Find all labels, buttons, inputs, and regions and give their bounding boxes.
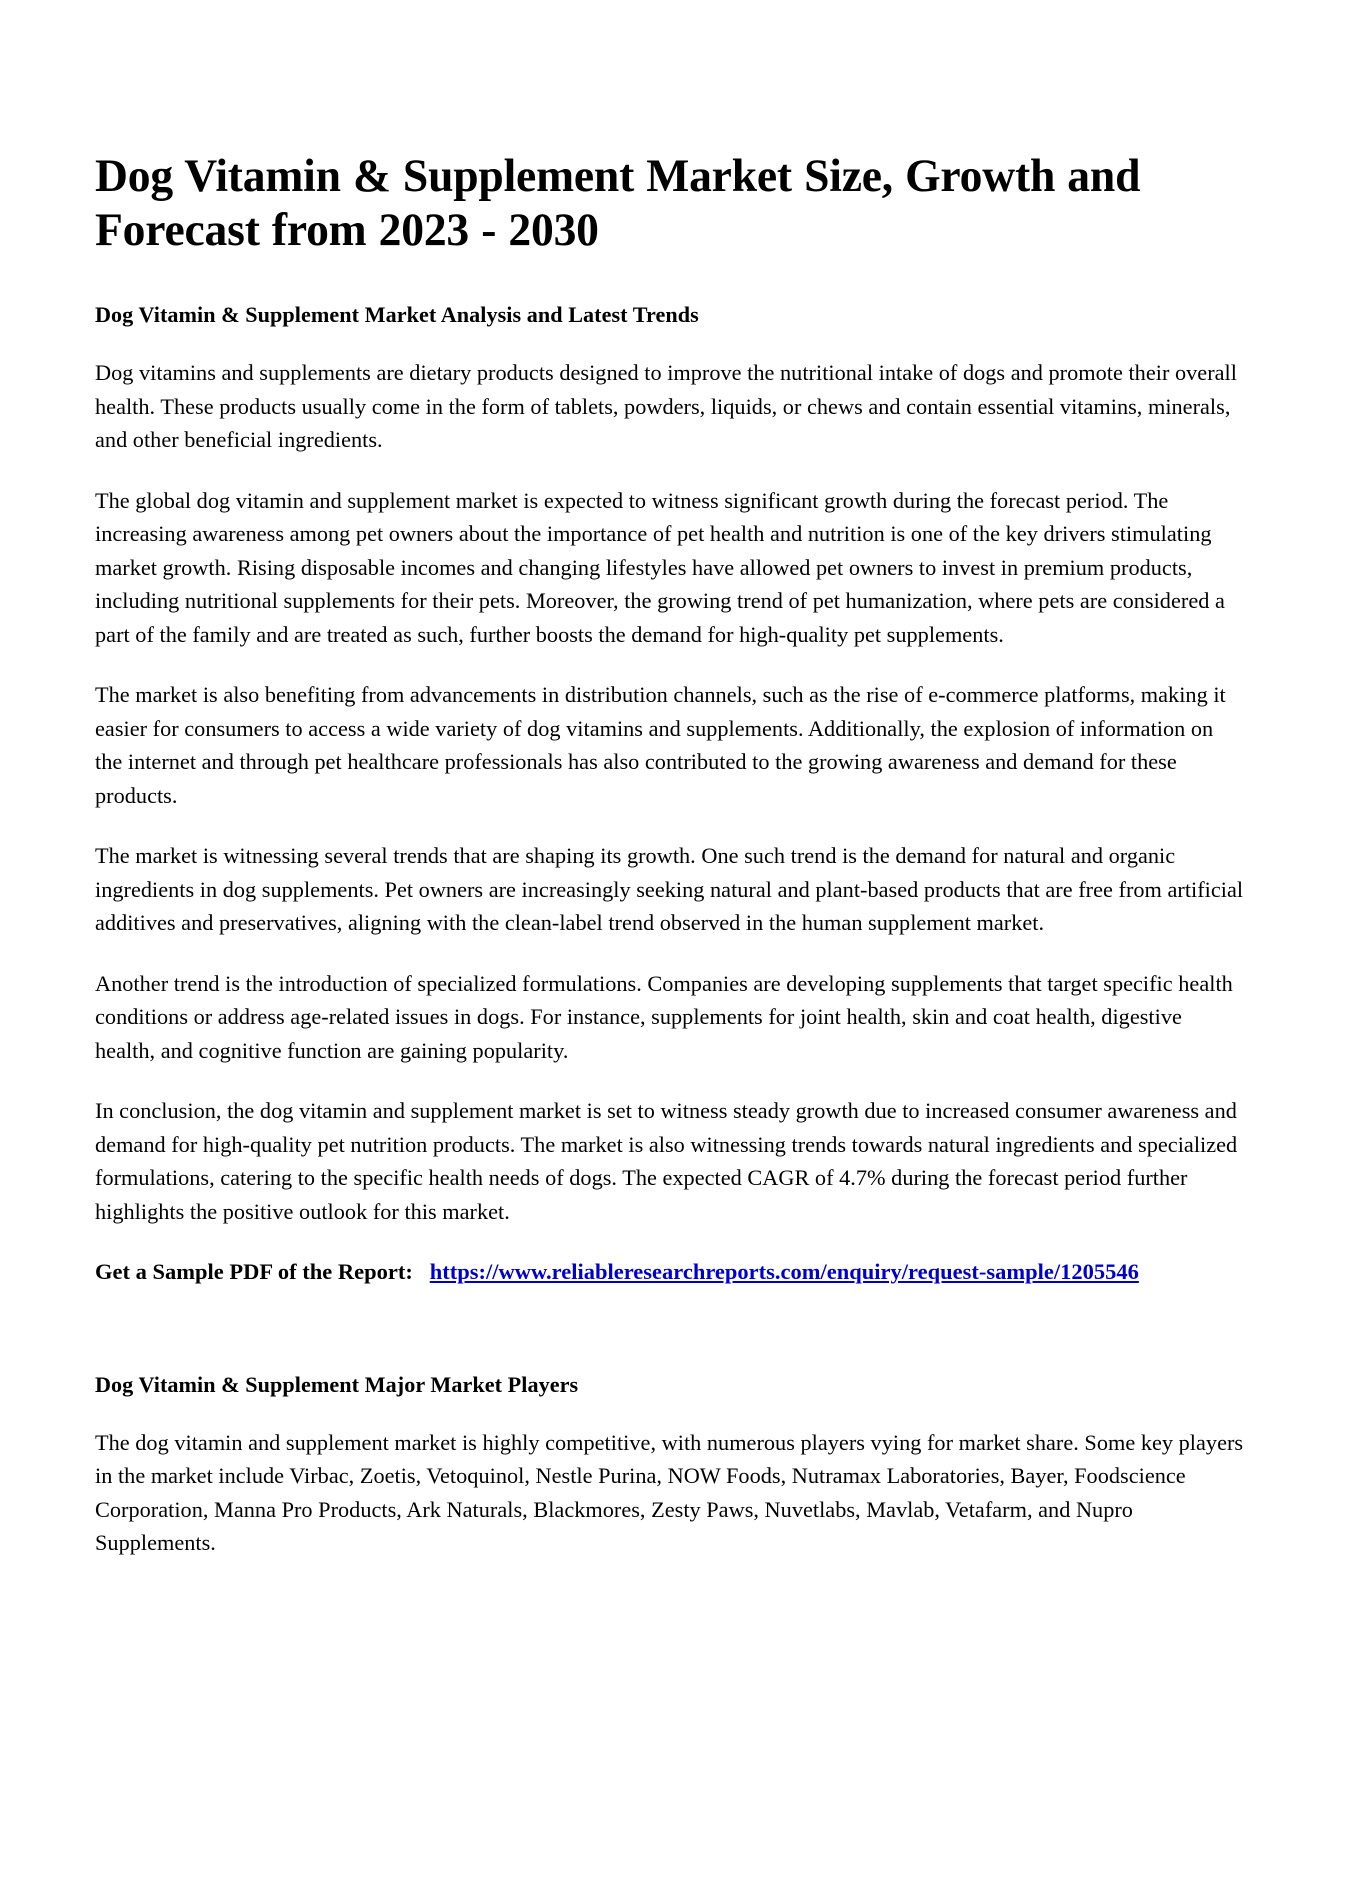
paragraph-conclusion: In conclusion, the dog vitamin and supplement market is set to witness steady growth due to increased consumer awareness and demand for high-quality pet nutrition products. The market is also witnessing trends towards natural ingredients and specialized formulations, catering to the specific health needs of dogs. The expected CAGR of 4.7% during the forecast period further highlights the positive outlook for this market. [95,1098,1238,1224]
paragraph-growth-drivers: The global dog vitamin and supplement market is expected to witness significant growth during the forecast period. The increasing awareness among pet owners about the importance of pet health and nutrition is one of the key drivers stimulating market growth. Rising disposable incomes and changing lifestyles have allowed pet owners to invest in premium products, including nutritional supplements for their pets. Moreover, the growing trend of pet humanization, where pets are considered a part of the family and are treated as such, further boosts the demand for high-quality pet supplements. [95,487,1225,647]
section-heading-analysis: Dog Vitamin & Supplement Market Analysis and Latest Trends [95,302,699,328]
paragraph-specialized-formulations-trend: Another trend is the introduction of specialized formulations. Companies are developing supplements that target specific health conditions or address age-related issues in dogs. For instance, supplements for joint health, skin and coat health, digestive health, and cognitive function are gaining popularity. [95,970,1233,1063]
paragraph-market-players: The dog vitamin and supplement market is highly competitive, with numerous players vying for market share. Some key players in the market include Virbac, Zoetis, Vetoquinol, Nestle Purina, NOW Foods, Nutramax Laboratories, Bayer, Foodscience Corporation, Manna Pro Products, Ark Naturals, Blackmores, Zesty Paws, Nuvetlabs, Mavlab, Vetafarm, and Nupro Supplements. [95,1429,1244,1556]
section-spacer [95,1309,1255,1371]
sample-pdf-block [95,1255,1255,1289]
section-heading-major-players: Dog Vitamin & Supplement Major Market Players [95,1371,579,1397]
paragraph-natural-ingredients-trend: The market is witnessing several trends that are shaping its growth. One such trend is the demand for natural and organic ingredients in dog supplements. Pet owners are increasingly seeking natural and plant-based products that are free from artificial additives and preservatives, aligning with the clean-label trend observed in the human supplement market. [95,843,1244,936]
paragraph-distribution-channels: The market is also benefiting from advancements in distribution channels, such as the rise of e-commerce platforms, making it easier for consumers to access a wide variety of dog vitamins and supplements. Additionally, the explosion of information on the internet and through pet healthcare professionals has also contributed to the growing awareness and demand for these products. [95,682,1226,808]
page-bottom-spacer [95,1587,1255,1627]
sample-pdf-link[interactable]: https://www.reliableresearchreports.com/enquiry/request-sample/1205546 [429,1259,1139,1285]
document-content [95,150,1255,1627]
page-title: Dog Vitamin & Supplement Market Size, Growth and Forecast from 2023 - 2030 [95,150,1141,256]
sample-pdf-label: Get a Sample PDF of the Report: [95,1259,413,1285]
paragraph-intro: Dog vitamins and supplements are dietary products designed to improve the nutritional intake of dogs and promote their overall health. These products usually come in the form of tablets, powders, liquids, or chews and contain essential vitamins, minerals, and other beneficial ingredients. [95,360,1237,453]
